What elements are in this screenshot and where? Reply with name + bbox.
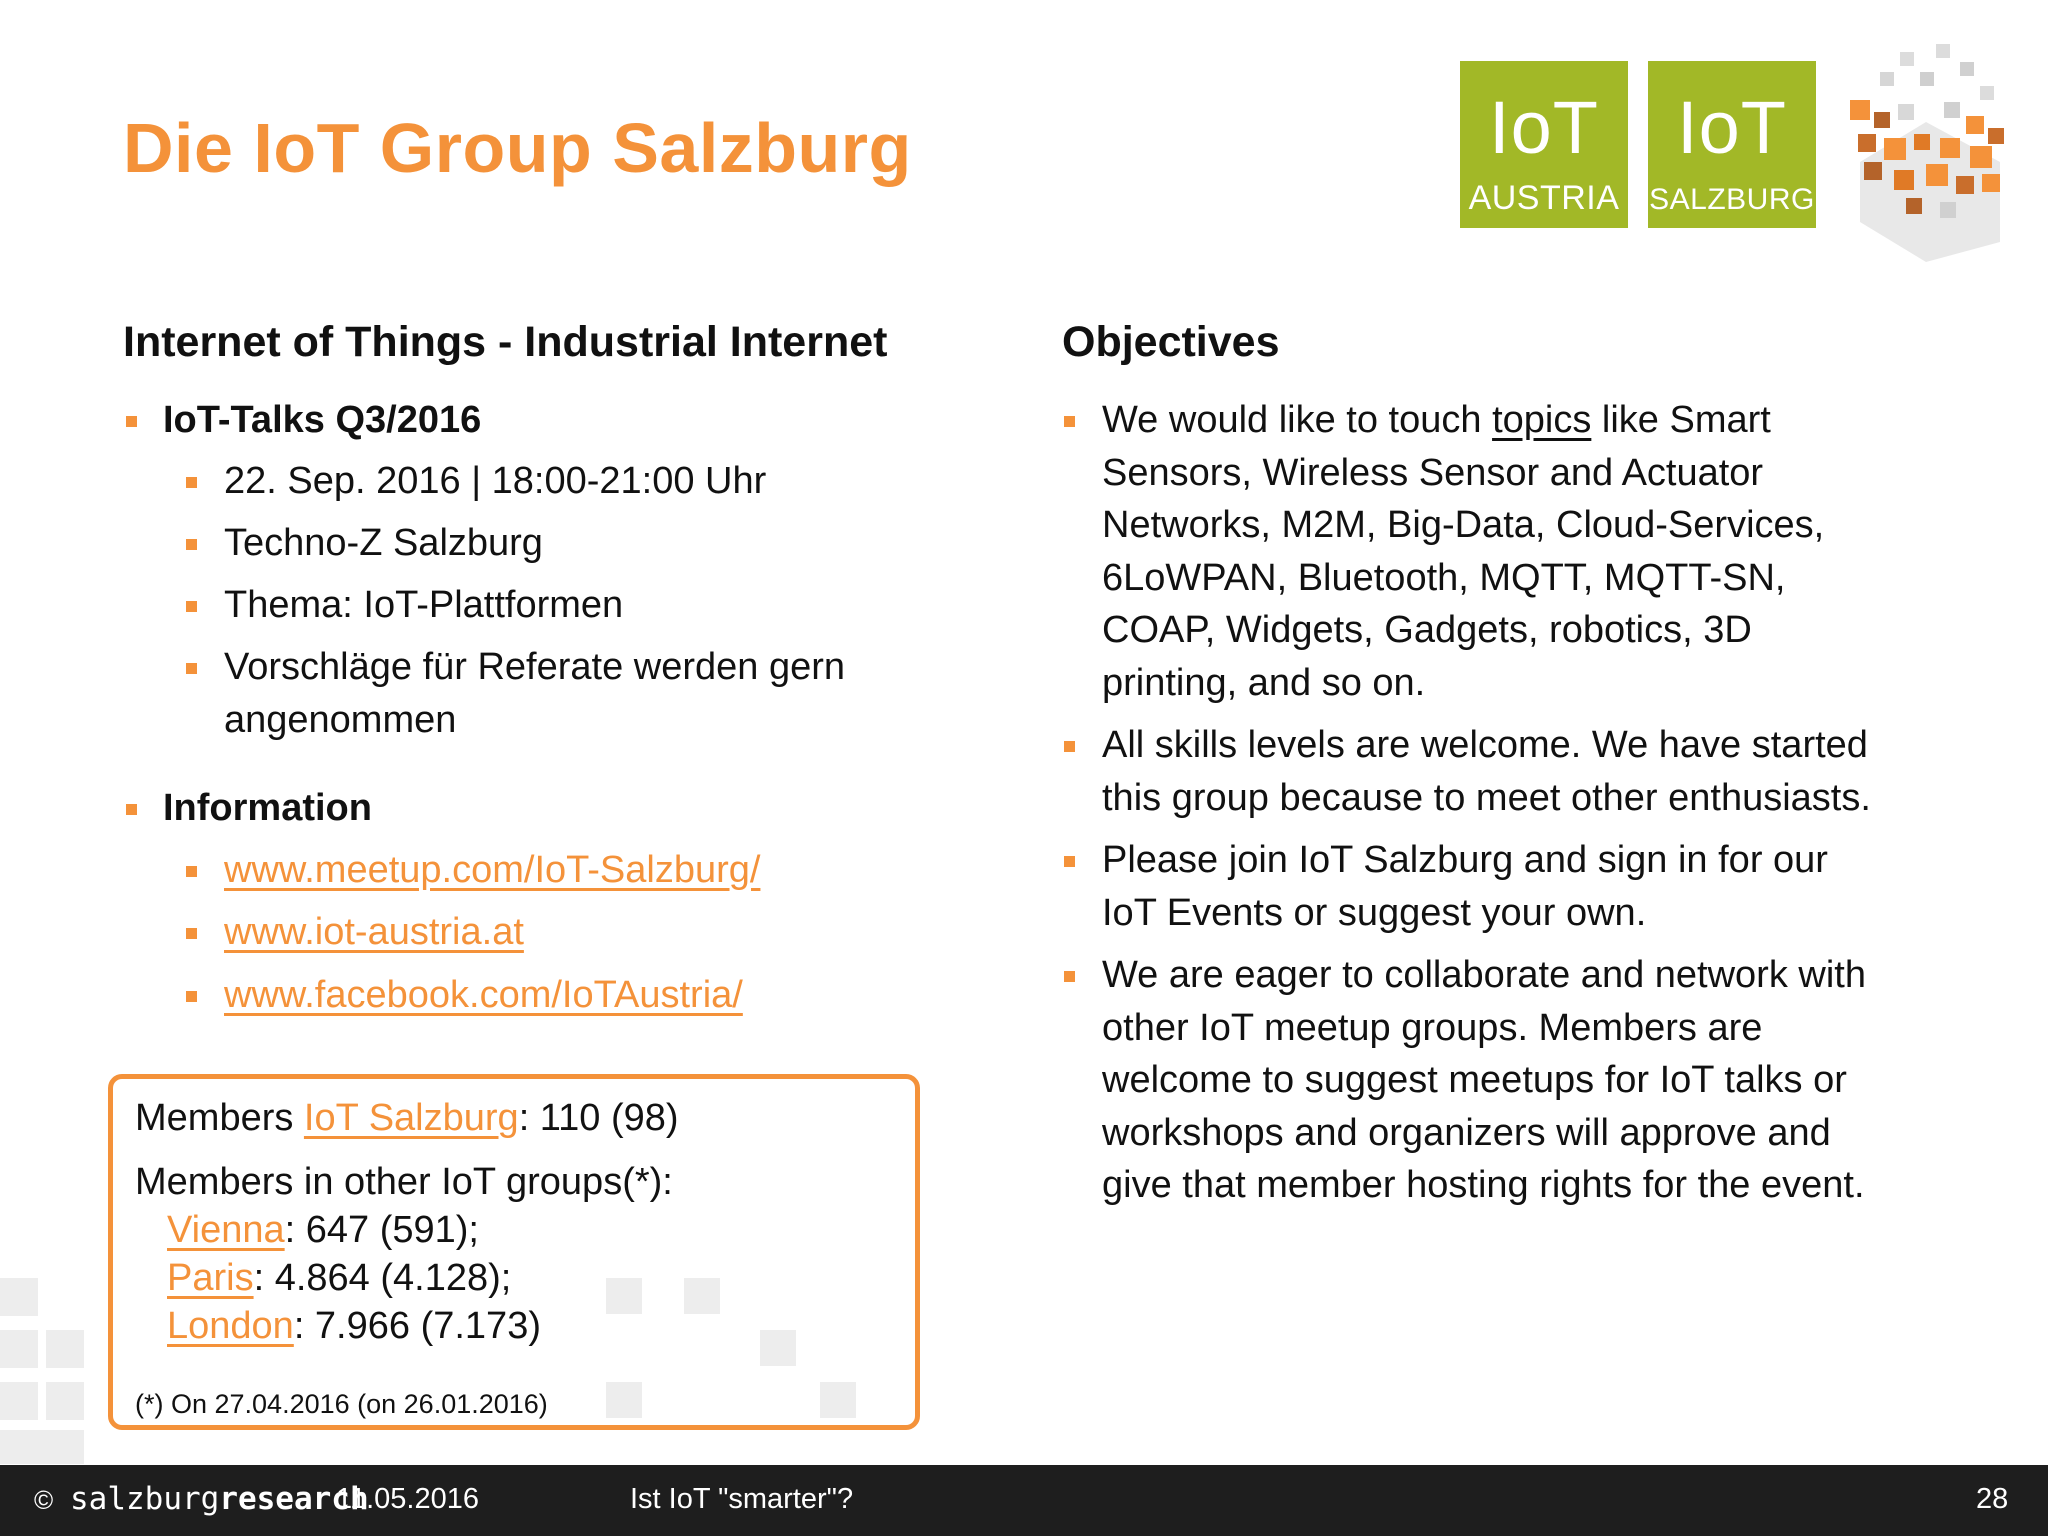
talks-item-proposals-cont: angenommen: [224, 699, 457, 741]
footer-date: 11.05.2016: [336, 1483, 479, 1515]
objective-line: [1102, 949, 1866, 1002]
page-number: 28: [1976, 1483, 2009, 1515]
bullet-icon: [1064, 741, 1075, 752]
objective-line: [1102, 834, 1828, 887]
bullet-icon: [186, 928, 197, 939]
objective-text: IoT Events or suggest your own.: [1102, 891, 1647, 934]
iot-salzburg-link[interactable]: IoT Salzburg: [303, 1097, 519, 1139]
objective-text: give that member hosting rights for the event.: [1102, 1164, 1865, 1206]
objective-line: [1102, 447, 1763, 500]
right-column-heading: Objectives: [1062, 318, 1280, 366]
bullet-icon: [186, 477, 197, 488]
logo-austria-text: AUSTRIA: [1468, 179, 1620, 217]
talks-item-proposals: Vorschläge für Referate werden gern: [224, 646, 846, 688]
meetup-link[interactable]: www.meetup.com/IoT-Salzburg/: [224, 849, 761, 891]
objective-line: [1102, 1054, 1847, 1107]
footer-talk-title: Ist IoT "smarter"?: [630, 1483, 854, 1515]
objective-text: We are eager to collaborate and network with: [1102, 954, 1866, 996]
objective-line: [1102, 499, 1824, 552]
objective-text: Please join IoT Salzburg and sign in for our: [1102, 839, 1828, 881]
salzburg-research-logo-icon: [1840, 42, 2012, 262]
members-prefix: Members: [135, 1097, 304, 1139]
information-label: Information: [163, 787, 372, 829]
objective-line: [1102, 1002, 1762, 1055]
members-footnote: (*) On 27.04.2016 (on 26.01.2016): [135, 1389, 548, 1419]
bullet-icon: [1064, 856, 1075, 867]
objective-line: [1102, 1107, 1831, 1160]
objective-text: welcome to suggest meetups for IoT talks or: [1102, 1059, 1847, 1101]
iot-austria-link[interactable]: www.iot-austria.at: [224, 911, 524, 953]
objective-line: [1102, 719, 1868, 772]
bullet-icon: [126, 416, 137, 427]
objective-text: this group because to meet other enthusiasts.: [1102, 776, 1871, 819]
slide-title: Die IoT Group Salzburg: [123, 109, 912, 187]
talks-label: IoT-Talks Q3/2016: [163, 399, 482, 441]
objective-text: COAP, Widgets, Gadgets, robotics, 3D: [1102, 609, 1752, 651]
objective-text: Sensors, Wireless Sensor and Actuator: [1102, 451, 1764, 494]
members-salzburg-line: [135, 1095, 679, 1141]
bullet-icon: [1064, 416, 1075, 427]
objective-text: Networks, M2M, Big-Data, Cloud-Services,: [1102, 504, 1825, 546]
objective-line: [1102, 604, 1752, 657]
objective-text: printing, and so on.: [1102, 661, 1426, 704]
vienna-count: : 647 (591);: [284, 1209, 479, 1251]
vienna-link[interactable]: Vienna: [167, 1209, 285, 1251]
bullet-icon: [186, 601, 197, 612]
logo-iot-text: IoT: [1489, 86, 1599, 169]
objective-text: All skills levels are welcome. We have started: [1102, 724, 1868, 766]
salzburg-research-wordmark: [70, 1481, 369, 1517]
paris-link[interactable]: Paris: [167, 1257, 254, 1299]
bullet-icon: [126, 804, 137, 815]
paris-count: : 4.864 (4.128);: [253, 1257, 512, 1299]
bullet-icon: [186, 539, 197, 550]
members-salzburg-count: : 110 (98): [518, 1097, 679, 1139]
iot-austria-logo: [1460, 61, 1628, 228]
logo-salzburg-text: SALZBURG: [1649, 183, 1815, 216]
objective-text: We would like to touch: [1102, 399, 1493, 441]
footer-bar: [0, 1465, 2048, 1536]
objective-line: [1102, 657, 1425, 710]
iot-salzburg-logo: [1648, 61, 1816, 228]
objective-text: other IoT meetup groups. Members are: [1102, 1006, 1763, 1049]
objective-line: [1102, 772, 1871, 825]
bullet-icon: [186, 991, 197, 1002]
objective-text: workshops and organizers will approve and: [1102, 1111, 1831, 1154]
members-paris-line: [167, 1255, 511, 1301]
brand-light: salzburg: [70, 1481, 220, 1517]
london-link[interactable]: London: [167, 1305, 294, 1347]
objective-line: [1102, 1159, 1865, 1212]
talks-item-topic: Thema: IoT-Plattformen: [224, 584, 624, 626]
brand-bold: research: [219, 1481, 369, 1517]
objective-text: like Smart: [1591, 399, 1771, 441]
objective-text: 6LoWPAN, Bluetooth, MQTT, MQTT-SN,: [1102, 556, 1786, 599]
members-other-label: Members in other IoT groups(*):: [135, 1161, 673, 1203]
copyright-icon: ©: [34, 1485, 54, 1515]
facebook-link[interactable]: www.facebook.com/IoTAustria/: [224, 974, 743, 1016]
bullet-icon: [186, 866, 197, 877]
objective-line: [1102, 394, 1771, 447]
talks-item-date: 22. Sep. 2016 | 18:00-21:00 Uhr: [224, 460, 767, 502]
london-count: : 7.966 (7.173): [293, 1305, 541, 1347]
left-column-heading: Internet of Things - Industrial Internet: [123, 318, 888, 366]
objective-line: [1102, 552, 1785, 605]
bullet-icon: [1064, 971, 1075, 982]
logo-iot-text: IoT: [1677, 86, 1787, 169]
members-vienna-line: [167, 1207, 479, 1253]
objective-line: [1102, 887, 1646, 940]
talks-item-location: Techno-Z Salzburg: [224, 522, 543, 564]
topics-underlined-word: topics: [1492, 399, 1592, 441]
members-london-line: [167, 1303, 541, 1349]
bullet-icon: [186, 663, 197, 674]
members-box: [108, 1074, 920, 1430]
